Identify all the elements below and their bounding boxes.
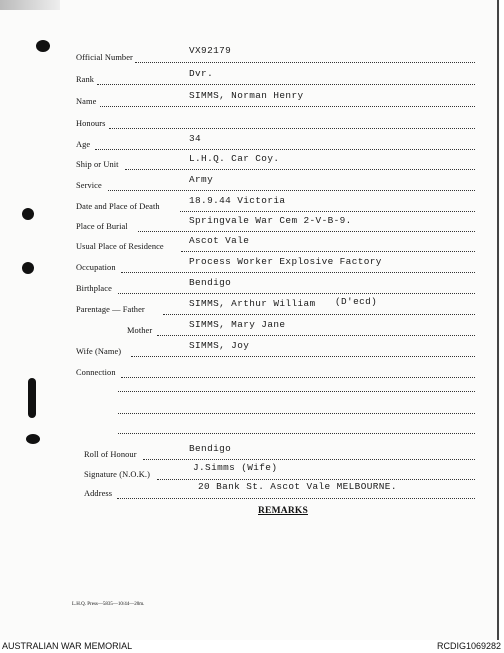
signature-label: Signature (N.O.K.) bbox=[84, 470, 150, 479]
mother-value: SIMMS, Mary Jane bbox=[189, 319, 286, 330]
connection-line bbox=[118, 391, 475, 392]
rank-line bbox=[97, 84, 475, 85]
name-label: Name bbox=[76, 97, 97, 106]
address-label: Address bbox=[84, 489, 113, 498]
age-line bbox=[95, 149, 475, 150]
occupation-value: Process Worker Explosive Factory bbox=[189, 256, 382, 267]
punch-hole-mark bbox=[22, 262, 34, 274]
service-label: Service bbox=[76, 181, 102, 190]
death-line bbox=[180, 211, 475, 212]
punch-hole-mark bbox=[22, 208, 34, 220]
official-number-label: Official Number bbox=[76, 53, 133, 62]
scan-edge-artifact bbox=[0, 0, 60, 10]
wife-line bbox=[131, 356, 475, 357]
father-note: (D'ecd) bbox=[335, 296, 378, 307]
mother-line bbox=[157, 335, 475, 336]
mother-label: Mother bbox=[127, 326, 153, 335]
ship-unit-value: L.H.Q. Car Coy. bbox=[189, 153, 280, 164]
father-label: Parentage — Father bbox=[76, 305, 145, 314]
burial-line bbox=[138, 231, 475, 232]
birthplace-line bbox=[118, 293, 475, 294]
honours-line bbox=[109, 128, 475, 129]
occupation-label: Occupation bbox=[76, 263, 116, 272]
remarks-heading: REMARKS bbox=[258, 506, 308, 516]
birthplace-value: Bendigo bbox=[189, 277, 232, 288]
roll-of-honour-value: Bendigo bbox=[189, 443, 232, 454]
honours-label: Honours bbox=[76, 119, 106, 128]
name-line bbox=[100, 106, 475, 107]
father-value: SIMMS, Arthur William bbox=[189, 298, 316, 309]
address-line bbox=[117, 498, 475, 499]
connection-line bbox=[118, 433, 475, 434]
age-label: Age bbox=[76, 140, 91, 149]
ship-unit-label: Ship or Unit bbox=[76, 160, 119, 169]
signature-value: J.Simms (Wife) bbox=[193, 462, 278, 473]
scan-edge-line bbox=[497, 0, 499, 640]
residence-value: Ascot Vale bbox=[189, 235, 250, 246]
wife-value: SIMMS, Joy bbox=[189, 340, 250, 351]
signature-line bbox=[157, 479, 475, 480]
age-value: 34 bbox=[189, 133, 202, 144]
burial-value: Springvale War Cem 2-V-B-9. bbox=[189, 215, 352, 226]
ship-unit-line bbox=[125, 169, 475, 170]
punch-hole-mark bbox=[36, 40, 50, 52]
occupation-line bbox=[121, 272, 475, 273]
birthplace-label: Birthplace bbox=[76, 284, 112, 293]
printer-imprint: L.H.Q. Press—5835—10/44—20m. bbox=[72, 602, 145, 607]
residence-line bbox=[181, 251, 475, 252]
archive-footer bbox=[0, 640, 504, 653]
punch-hole-mark bbox=[28, 378, 36, 418]
residence-label: Usual Place of Residence bbox=[76, 242, 164, 251]
death-value: 18.9.44 Victoria bbox=[189, 195, 286, 206]
wife-label: Wife (Name) bbox=[76, 347, 122, 356]
service-value: Army bbox=[189, 174, 214, 185]
archive-name: AUSTRALIAN WAR MEMORIAL bbox=[2, 641, 133, 651]
death-label: Date and Place of Death bbox=[76, 202, 160, 211]
rank-value: Dvr. bbox=[189, 68, 214, 79]
roll-of-honour-line bbox=[143, 459, 475, 460]
service-line bbox=[108, 190, 475, 191]
rank-label: Rank bbox=[76, 75, 95, 84]
official-number-line bbox=[135, 62, 475, 63]
connection-line bbox=[118, 413, 475, 414]
name-value: SIMMS, Norman Henry bbox=[189, 90, 304, 101]
connection-label: Connection bbox=[76, 368, 116, 377]
father-line bbox=[163, 314, 475, 315]
roll-of-honour-label: Roll of Honour bbox=[84, 450, 137, 459]
punch-hole-mark bbox=[26, 434, 40, 444]
connection-line bbox=[121, 377, 475, 378]
address-value: 20 Bank St. Ascot Vale MELBOURNE. bbox=[198, 481, 397, 492]
archive-reference: RCDIG1069282 bbox=[436, 641, 501, 651]
burial-label: Place of Burial bbox=[76, 222, 128, 231]
official-number-value: VX92179 bbox=[189, 45, 232, 56]
